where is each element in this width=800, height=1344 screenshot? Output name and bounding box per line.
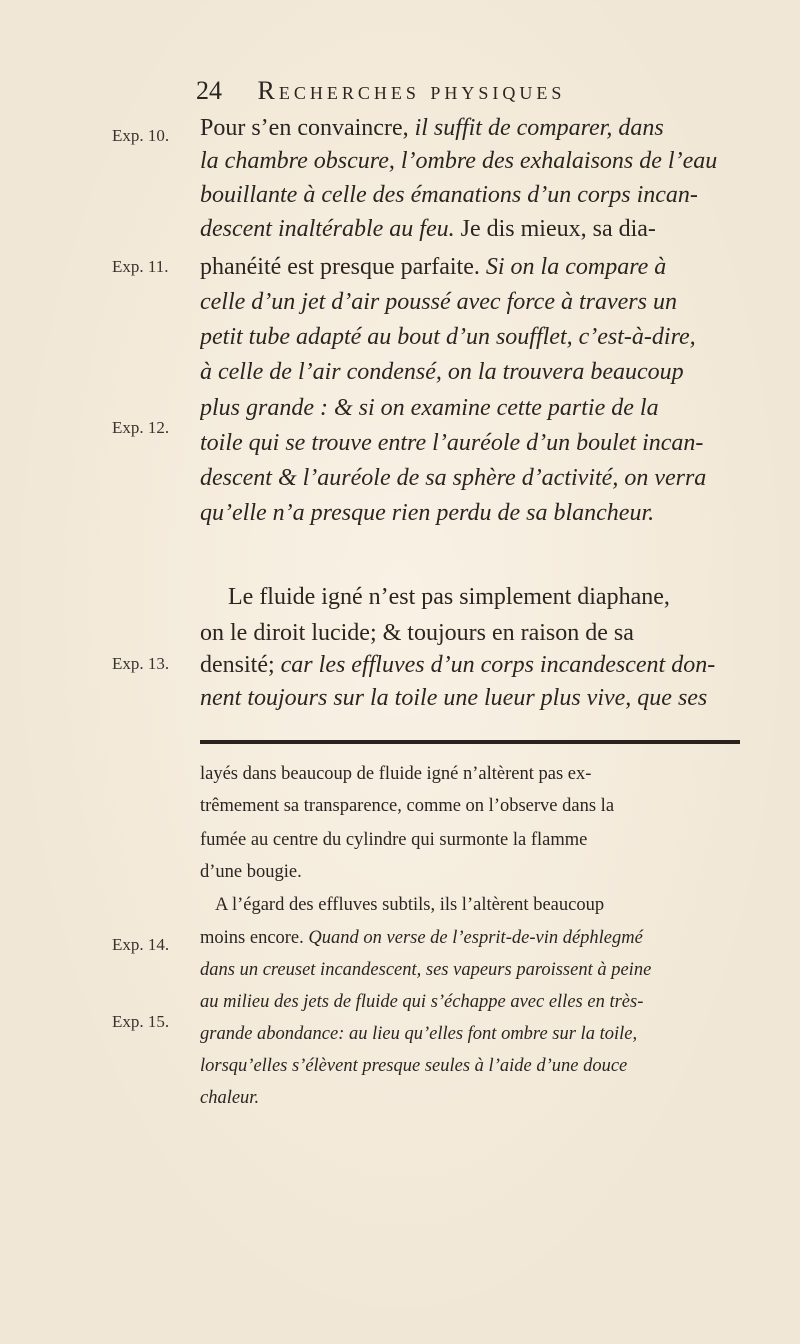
italic-text: chaleur. xyxy=(200,1088,260,1108)
margin-note-exp-10: Exp. 10. xyxy=(112,126,170,145)
italic-text: il suffit de comparer, dans xyxy=(414,115,664,141)
text-line xyxy=(200,1086,740,1110)
text-line xyxy=(200,618,740,648)
italic-text: descent & l’auréole de sa sphère d’activité, on verra xyxy=(200,465,707,491)
text-line xyxy=(200,958,740,982)
italic-text: bouillante à celle des émanations d’un corps incan- xyxy=(200,182,698,208)
roman-text: Je dis mieux, sa dia- xyxy=(454,216,656,242)
roman-text: trêmement sa transparence, comme on l’observe dans la xyxy=(200,796,615,816)
text-line xyxy=(200,214,740,244)
text-line xyxy=(200,1054,740,1078)
margin-note-exp-12: Exp. 12. xyxy=(112,418,170,437)
text-line xyxy=(200,762,740,786)
margin-note-exp-13: Exp. 13. xyxy=(112,654,170,673)
italic-text: dans un creuset incandescent, ses vapeurs paroissent à peine xyxy=(200,960,652,980)
text-line xyxy=(200,113,740,143)
roman-text: d’une bougie. xyxy=(200,862,302,882)
italic-text: qu’elle n’a presque rien perdu de sa blancheur. xyxy=(200,500,655,526)
roman-text: Le fluide igné n’est pas simplement diaphane, xyxy=(228,584,670,610)
roman-text: densité; xyxy=(200,652,281,678)
text-line xyxy=(200,990,740,1014)
roman-text: moins encore. xyxy=(200,928,309,948)
italic-text: descent inaltérable au feu. xyxy=(200,216,455,242)
roman-text: layés dans beaucoup de fluide igné n’altèrent pas ex- xyxy=(200,764,592,784)
roman-text: on le diroit lucide; & toujours en raison de sa xyxy=(200,620,634,646)
text-line xyxy=(200,393,740,423)
text-line xyxy=(200,683,740,713)
text-line xyxy=(200,428,740,458)
italic-text: la chambre obscure, l’ombre des exhalaisons de l’eau xyxy=(200,148,718,174)
italic-text: car les effluves d’un corps incandescent don- xyxy=(280,652,716,678)
text-line xyxy=(200,828,740,852)
text-line xyxy=(200,146,740,176)
text-line xyxy=(200,180,740,210)
text-line xyxy=(200,1022,740,1046)
text-line xyxy=(200,794,740,818)
margin-note-exp-11: Exp. 11. xyxy=(112,257,169,276)
text-line xyxy=(200,860,740,884)
margin-note-exp-14: Exp. 14. xyxy=(112,935,170,954)
italic-text: toile qui se trouve entre l’auréole d’un boulet incan- xyxy=(200,430,704,456)
text-line xyxy=(200,287,740,317)
text-line xyxy=(215,893,755,917)
italic-text: Si on la compare à xyxy=(485,254,667,280)
italic-text: lorsqu’elles s’élèvent presque seules à l’aide d’une douce xyxy=(200,1056,628,1076)
text-line xyxy=(228,582,768,612)
roman-text: Pour s’en convaincre, xyxy=(200,115,415,141)
text-line xyxy=(200,498,740,528)
text-line xyxy=(200,357,740,387)
italic-text: à celle de l’air condensé, on la trouvera beaucoup xyxy=(200,359,684,385)
page-number: 24 xyxy=(196,76,222,105)
text-line xyxy=(200,463,740,493)
italic-text: petit tube adapté au bout d’un soufflet, c’est-à-dire, xyxy=(200,324,696,350)
running-header xyxy=(196,74,716,108)
roman-text: fumée au centre du cylindre qui surmonte la flamme xyxy=(200,830,588,850)
italic-text: grande abondance: au lieu qu’elles font ombre sur la toile, xyxy=(200,1024,638,1044)
italic-text: celle d’un jet d’air poussé avec force à travers un xyxy=(200,289,677,315)
roman-text: A l’égard des effluves subtils, ils l’altèrent beaucoup xyxy=(215,895,605,915)
italic-text: Quand on verse de l’esprit-de-vin déphlegmé xyxy=(308,928,643,948)
text-line xyxy=(200,650,740,680)
text-line xyxy=(200,252,740,282)
margin-note-exp-15: Exp. 15. xyxy=(112,1012,170,1031)
italic-text: nent toujours sur la toile une lueur plus vive, que ses xyxy=(200,685,708,711)
italic-text: plus grande : & si on examine cette partie de la xyxy=(200,395,659,421)
running-title: Recherches physiques xyxy=(257,76,566,105)
text-line xyxy=(200,322,740,352)
italic-text: au milieu des jets de fluide qui s’échappe avec elles en très- xyxy=(200,992,644,1012)
roman-text: phanéité est presque parfaite. xyxy=(200,254,486,280)
section-rule xyxy=(200,740,740,744)
text-line xyxy=(200,926,740,950)
